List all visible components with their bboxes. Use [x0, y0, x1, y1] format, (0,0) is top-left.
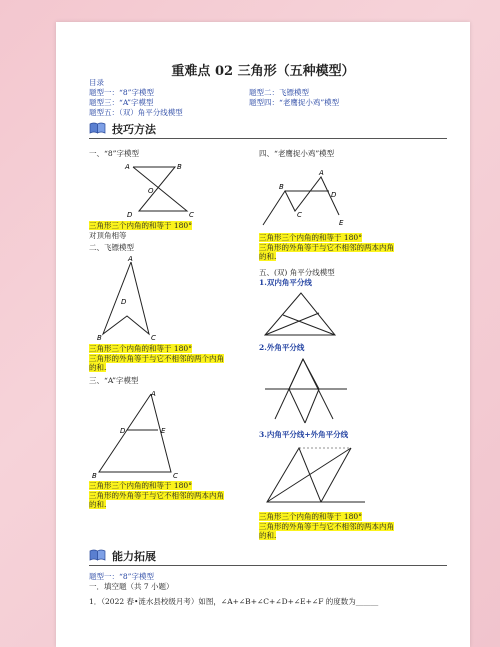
- note: 的和.: [259, 531, 277, 541]
- toc-item-3[interactable]: 题型三：“A”字模型: [89, 98, 154, 107]
- note: 三角形的外角等于与它不相邻的两个内角: [89, 353, 224, 363]
- note: 的和.: [259, 252, 277, 262]
- label-B: B: [92, 472, 97, 480]
- toc-heading: 目录: [89, 78, 104, 87]
- model-2-heading: 二、飞镖模型: [89, 243, 134, 252]
- label-D: D: [121, 298, 127, 306]
- model-5-sub3: 3.内角平分线+外角平分线: [259, 430, 349, 439]
- label-A: A: [125, 163, 130, 171]
- dart-model-figure: [91, 254, 211, 342]
- label-E: E: [339, 219, 344, 227]
- label-C: C: [173, 472, 178, 480]
- note: 三角形三个内角的和等于 180°: [259, 233, 362, 242]
- section-title-skills: 技巧方法: [112, 123, 156, 136]
- figure-8-model: [91, 159, 211, 221]
- practice-type: 题型一：“8”字模型: [89, 572, 154, 581]
- exterior-bisector-figure: [261, 353, 351, 425]
- note: 三角形的外角等于与它不相邻的两本内角: [259, 521, 394, 531]
- book-icon: [89, 122, 106, 134]
- model-1-notes: [89, 221, 192, 240]
- eagle-chick-model-figure: [259, 159, 359, 231]
- label-D: D: [331, 191, 337, 199]
- double-interior-bisector-figure: [261, 289, 341, 339]
- model-5-sub1: 1.双内角平分线: [259, 278, 312, 287]
- interior-exterior-bisector-figure: [261, 440, 371, 510]
- label-B: B: [97, 334, 102, 342]
- model-5-notes: [259, 512, 394, 541]
- label-A: A: [319, 169, 324, 177]
- model-2-notes: [89, 344, 224, 373]
- note: 三角形三个内角的和等于 180°: [89, 481, 192, 490]
- section-title-extension: 能力拓展: [112, 550, 156, 563]
- toc-item-4[interactable]: 题型四：“老鹰捉小鸡”模型: [249, 98, 340, 107]
- note: 的和.: [89, 500, 107, 510]
- label-O: O: [148, 187, 154, 195]
- label-B: B: [177, 163, 182, 171]
- page-title: 重难点 02 三角形（五种模型）: [171, 64, 355, 79]
- document-page: [56, 22, 470, 647]
- note: 三角形三个内角的和等于 180°: [89, 221, 192, 230]
- section-divider: [89, 138, 447, 139]
- model-3-notes: [89, 481, 224, 510]
- toc-item-1[interactable]: 题型一：“8”字模型: [89, 88, 154, 97]
- note: 三角形的外角等于与它不相邻的两本内角: [259, 242, 394, 252]
- question-1: 1．（2022 春•涟水县校级月考）如图，∠A+∠B+∠C+∠D+∠E+∠F 的度数为______: [89, 597, 379, 606]
- label-A: A: [151, 390, 156, 398]
- practice-part: 一．填空题（共 7 小题）: [89, 582, 174, 591]
- model-5-sub2: 2.外角平分线: [259, 343, 305, 352]
- label-A: A: [128, 255, 133, 263]
- section-divider: [89, 565, 447, 566]
- toc-item-5[interactable]: 题型五：（双）角平分线模型: [89, 108, 183, 117]
- model-3-heading: 三、“A”字模型: [89, 376, 139, 385]
- note: 三角形的外角等于与它不相邻的两本内角: [89, 490, 224, 500]
- model-4-heading: 四、“老鹰捉小鸡”模型: [259, 149, 335, 158]
- label-B: B: [279, 183, 284, 191]
- label-C: C: [151, 334, 156, 342]
- label-E: E: [161, 427, 166, 435]
- note: 三角形三个内角的和等于 180°: [89, 344, 192, 353]
- toc-item-2[interactable]: 题型二：飞镖模型: [249, 88, 309, 97]
- a-model-figure: [91, 388, 211, 480]
- model-5-heading: 五、(双) 角平分线模型: [259, 268, 335, 277]
- note: 三角形三个内角的和等于 180°: [259, 512, 362, 521]
- label-C: C: [189, 211, 194, 219]
- book-icon: [89, 549, 106, 561]
- note: 对顶角相等: [89, 230, 127, 240]
- label-C: C: [297, 211, 302, 219]
- model-4-notes: [259, 233, 394, 262]
- label-D: D: [127, 211, 133, 219]
- note: 的和.: [89, 363, 107, 373]
- label-D: D: [120, 427, 126, 435]
- model-1-heading: 一、“8”字模型: [89, 149, 139, 158]
